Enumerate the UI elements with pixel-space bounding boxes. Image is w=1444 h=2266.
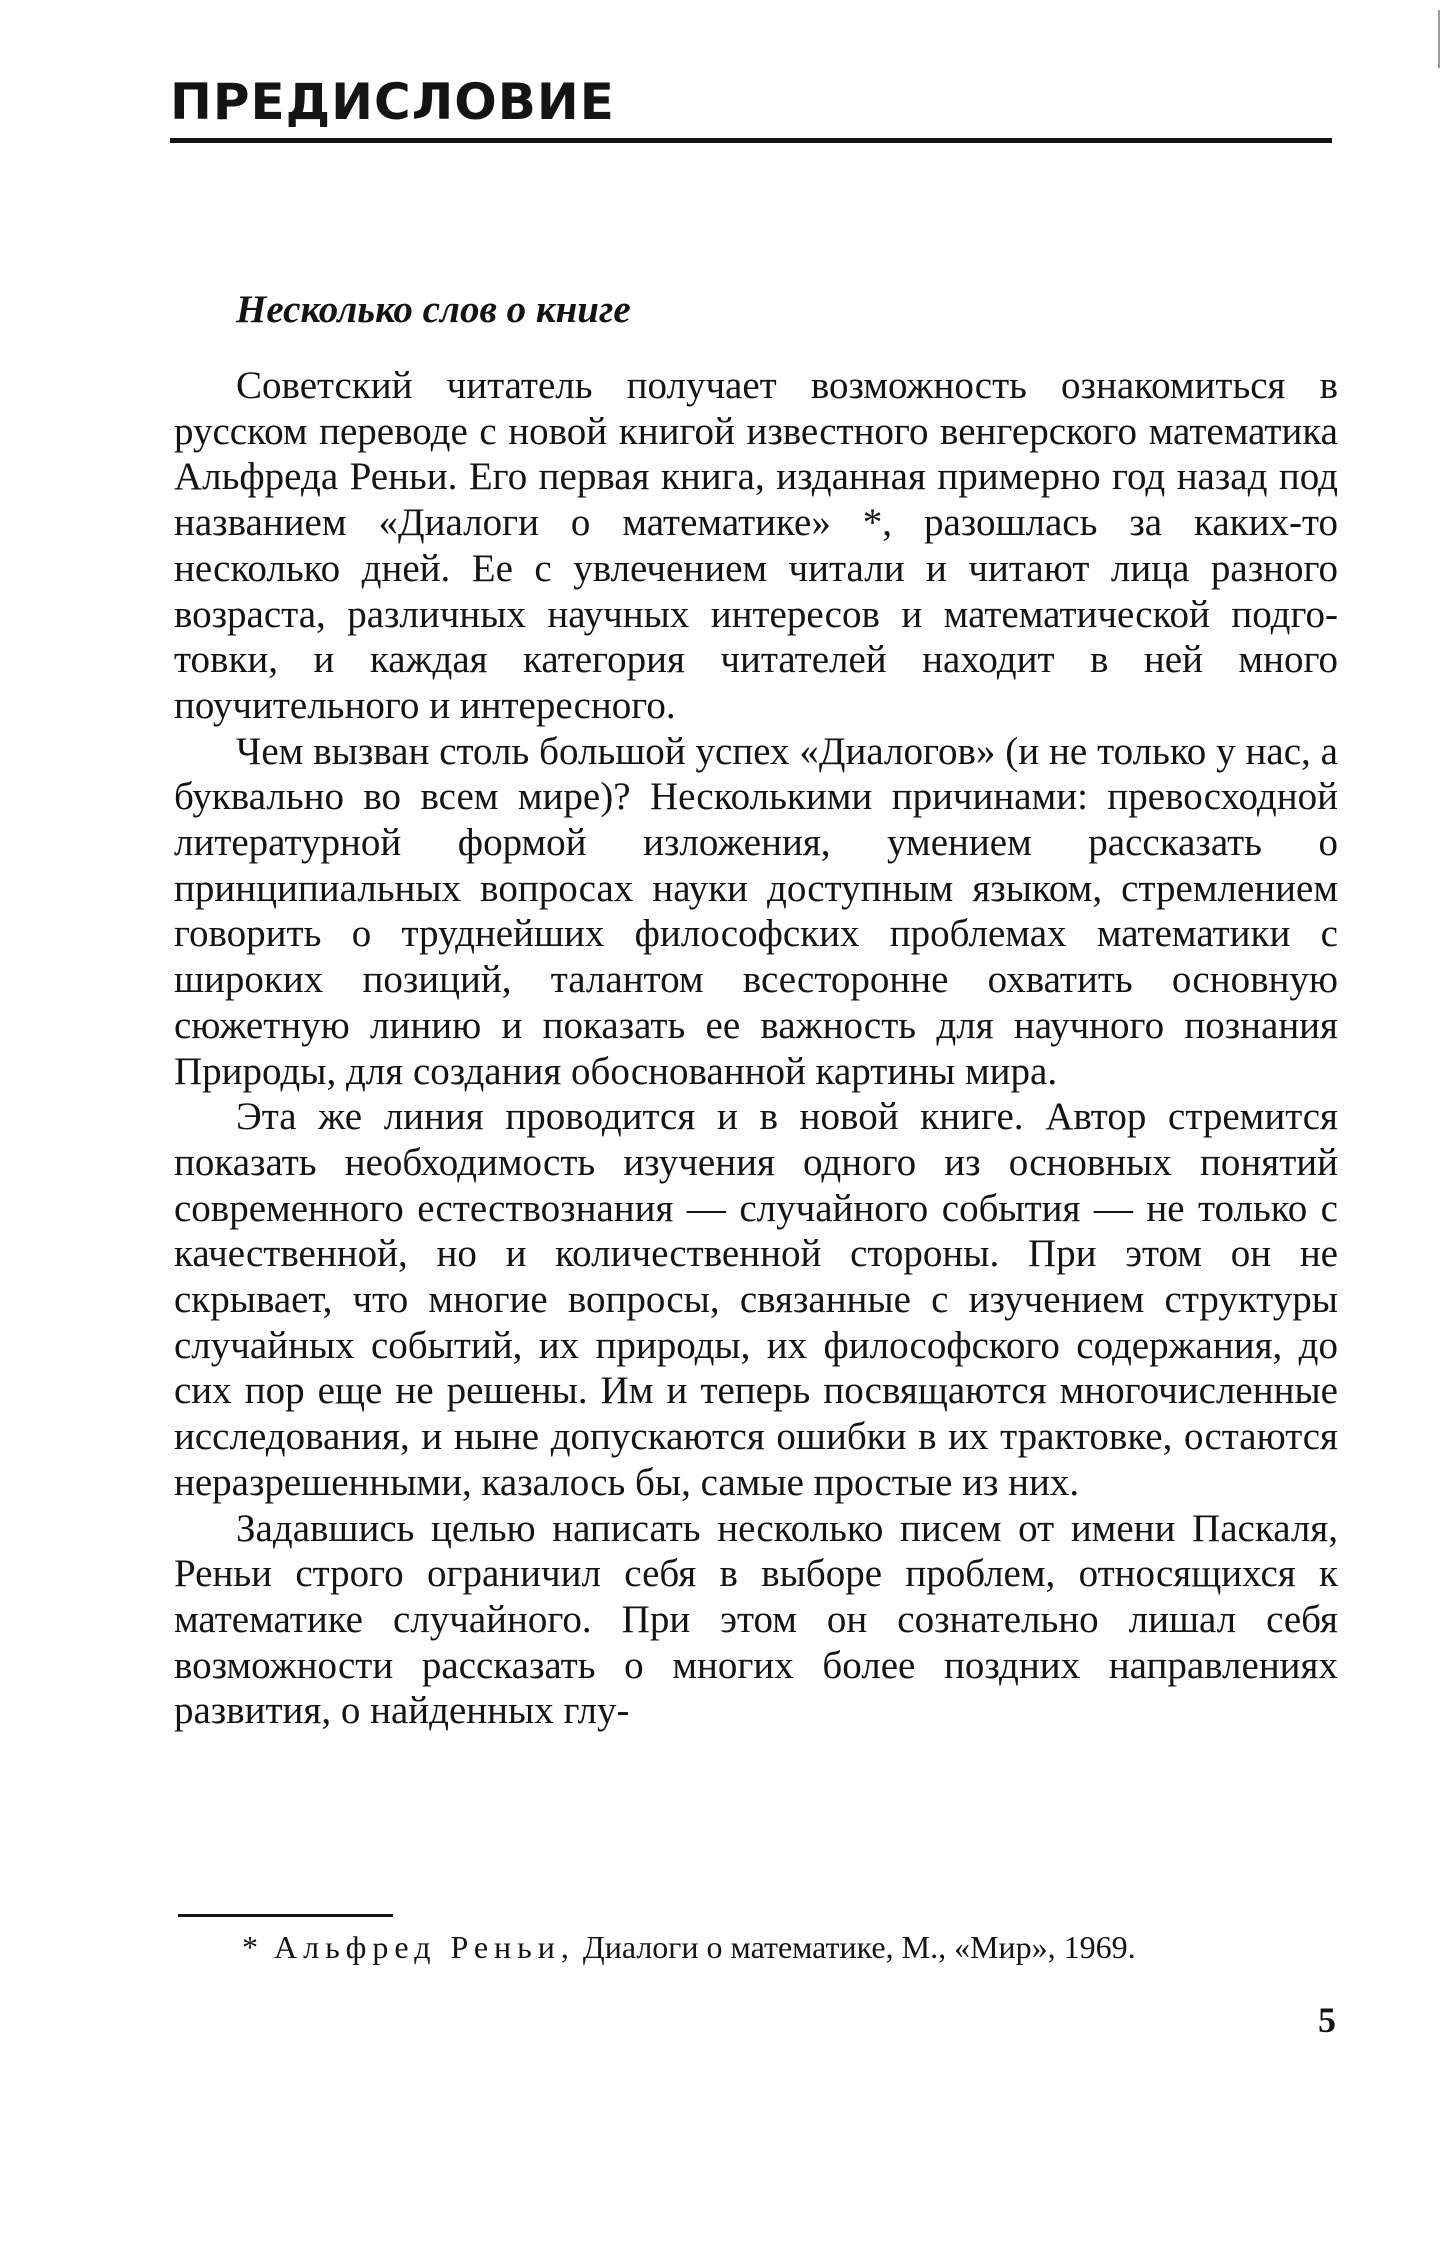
footnote-mark: * (242, 1929, 258, 1965)
chapter-header (170, 70, 1332, 134)
page-number: 5 (1318, 2000, 1336, 2040)
body-text (174, 363, 1338, 1734)
paragraph: Эта же линия проводится и в новой книге. Автор стремится показать необходимость изучения одного из основных понятий современного естествознания — случайного события — не только с качественной, но и количественной стороны. При этом он не скрывает, что многие вопросы, связанные с изучением структуры случайных событий, их природы, их философского содержания, до сих пор еще не решены. Им и теперь посвящаются многочисленные исследования, и ныне допускаются ошибки в их трактовке, остаются неразрешенными, казалось бы, самые простые из них. (174, 1095, 1338, 1504)
section-title: Несколько слов о книге (236, 288, 631, 331)
header-rule (170, 138, 1332, 143)
paragraph: Чем вызван столь большой успех «Диалогов» (и не только у нас, а буквально во всем мире)? Несколькими причинами: превосходной литературной формой изложения, умением рассказать о принципиальных вопросах науки доступным языком, стремлением говорить о труднейших философских проблемах математики с широких позиций, талантом всесторонне охватить основную сюжетную линию и показать ее важность для научного познания Природы, для создания обоснованной картины мира. (174, 729, 1338, 1093)
scan-edge-mark (1438, 10, 1440, 68)
footnote-author: Альфред Реньи, (274, 1929, 575, 1965)
paragraph: Советский читатель получает возможность ознакомиться в русском переводе с новой книгой известного венгерского математика Альфреда Реньи. Его первая книга, изданная примерно год назад под названием «Диалоги о математике» *, разошлась за каких-то несколько дней. Ее с увлечением читали и читают лица разного возраста, различных научных интересов и математической подготовки, и каждая категория читателей находит в ней много поучительного и интересного. (174, 364, 1338, 727)
chapter-title: ПРЕДИСЛОВИЕ (170, 73, 615, 131)
paragraph: Задавшись целью написать несколько писем от имени Паскаля, Реньи строго ограничил себя в выборе проблем, относящихся к математике случайного. При этом он сознательно лишал себя возможности рассказать о многих более поздних направлениях развития, о найденных глу- (174, 1506, 1338, 1733)
footnote (242, 1925, 1342, 1969)
footnote-rule (178, 1914, 393, 1917)
footnote-citation: Диалоги о математике, М., «Мир», 1969. (582, 1929, 1136, 1965)
